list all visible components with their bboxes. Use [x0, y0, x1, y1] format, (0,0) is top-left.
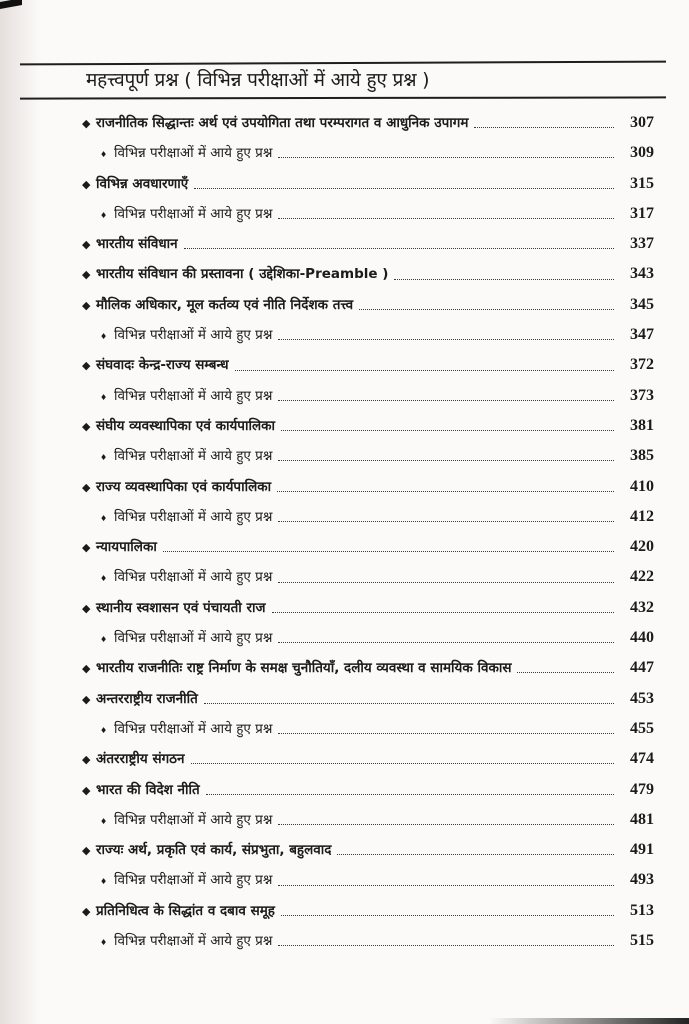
bullet-diamond-icon: ◆: [82, 298, 91, 312]
toc-subentry[interactable]: [82, 623, 654, 653]
toc-entry-title: विभिन्न परीक्षाओं में आये हुए प्रश्न: [114, 933, 273, 950]
toc-entry[interactable]: [82, 350, 654, 380]
toc-entry-title: विभिन्न परीक्षाओं में आये हुए प्रश्न: [114, 569, 273, 586]
toc-entry[interactable]: [82, 259, 654, 289]
toc-entry[interactable]: [82, 411, 654, 441]
toc-page-number: 455: [630, 719, 654, 737]
toc-entry[interactable]: [82, 653, 654, 683]
bullet-diamond-icon: ◆: [82, 238, 91, 252]
toc-subentry[interactable]: [82, 714, 654, 744]
toc-subentry[interactable]: [82, 320, 654, 350]
toc-entry[interactable]: [82, 290, 654, 320]
toc-entry-title: विभिन्न परीक्षाओं में आये हुए प्रश्न: [114, 508, 273, 525]
toc-page-number: 373: [630, 386, 654, 404]
toc-entry-title: अन्तरराष्ट्रीय राजनीति: [96, 690, 198, 707]
table-of-contents: [82, 108, 654, 956]
toc-page-number: 481: [630, 810, 654, 828]
bullet-diamond-icon: ◆: [82, 662, 91, 676]
bullet-diamond-icon: ◆: [82, 692, 91, 706]
heading-rule-top: [20, 61, 666, 66]
toc-subentry[interactable]: [82, 562, 654, 592]
dot-leader: [278, 732, 614, 734]
toc-subentry[interactable]: [82, 441, 654, 471]
dot-leader: [517, 671, 614, 673]
toc-entry[interactable]: [82, 229, 654, 259]
toc-entry-title: राज्य व्यवस्थापिका एवं कार्यपालिका: [96, 478, 272, 495]
toc-entry-title: विभिन्न परीक्षाओं में आये हुए प्रश्न: [114, 811, 273, 828]
dot-leader: [278, 338, 614, 340]
bullet-diamond-icon: ◆: [82, 268, 91, 282]
toc-entry-title: न्यायपालिका: [96, 539, 157, 556]
toc-page-number: 345: [630, 295, 654, 313]
toc-page-number: 453: [630, 689, 654, 707]
toc-entry-title: स्थानीय स्वशासन एवं पंचायती राज: [96, 599, 266, 616]
toc-entry-title: विभिन्न परीक्षाओं में आये हुए प्रश्न: [114, 327, 273, 344]
dot-leader: [278, 581, 614, 583]
bullet-diamond-icon: ♦: [100, 453, 108, 463]
bullet-diamond-icon: ♦: [100, 392, 108, 402]
toc-entry[interactable]: [82, 108, 654, 138]
toc-entry-title: भारतीय संविधान की प्रस्तावना ( उद्देशिका-Preamble ): [96, 266, 389, 283]
toc-entry[interactable]: [82, 532, 654, 562]
toc-entry-title: विभिन्न परीक्षाओं में आये हुए प्रश्न: [114, 448, 273, 465]
toc-page-number: 337: [630, 235, 654, 253]
toc-entry-title: राज्यः अर्थ, प्रकृति एवं कार्य, संप्रभुता, बहुलवाद: [96, 842, 332, 859]
toc-page-number: 385: [630, 447, 654, 465]
toc-page-number: 479: [630, 780, 654, 798]
toc-entry[interactable]: [82, 835, 654, 865]
toc-entry[interactable]: [82, 744, 654, 774]
dot-leader: [272, 611, 614, 613]
toc-page-number: 474: [630, 750, 654, 768]
toc-entry-title: भारतीय संविधान: [96, 236, 178, 253]
bullet-diamond-icon: ♦: [100, 574, 108, 584]
dot-leader: [281, 914, 614, 916]
toc-page-number: 372: [630, 356, 654, 374]
dot-leader: [204, 702, 614, 704]
dot-leader: [277, 490, 614, 492]
heading-rule-bottom: [20, 96, 666, 99]
bullet-diamond-icon: ♦: [100, 513, 108, 523]
bullet-diamond-icon: ♦: [100, 210, 108, 220]
bullet-diamond-icon: ◆: [82, 359, 91, 373]
bullet-diamond-icon: ♦: [100, 150, 108, 160]
dot-leader: [337, 853, 614, 855]
toc-entry-title: विभिन्न परीक्षाओं में आये हुए प्रश्न: [114, 720, 273, 737]
toc-entry-title: विभिन्न परीक्षाओं में आये हुए प्रश्न: [114, 387, 273, 404]
dot-leader: [191, 762, 614, 764]
toc-page-number: 422: [630, 568, 654, 586]
toc-page-number: 307: [630, 114, 654, 131]
toc-entry-title: राजनीतिक सिद्धान्तः अर्थ एवं उपयोगिता तथा परम्परागत व आधुनिक उपागम: [96, 115, 469, 131]
toc-page-number: 347: [630, 326, 654, 344]
bullet-diamond-icon: ◆: [82, 753, 91, 767]
bullet-diamond-icon: ◆: [82, 541, 91, 555]
toc-page-number: 432: [630, 598, 654, 616]
dot-leader: [359, 308, 614, 310]
toc-entry[interactable]: [82, 472, 654, 502]
toc-page-number: 491: [630, 841, 654, 859]
dot-leader: [206, 793, 614, 795]
toc-entry[interactable]: [82, 896, 654, 926]
bullet-diamond-icon: ◆: [82, 480, 91, 494]
toc-entry[interactable]: [82, 169, 654, 199]
toc-entry-title: विभिन्न परीक्षाओं में आये हुए प्रश्न: [114, 205, 273, 222]
toc-subentry[interactable]: [82, 502, 654, 532]
toc-page-number: 515: [630, 932, 654, 950]
page-corner-shadow-bottom: [489, 1018, 689, 1024]
dot-leader: [163, 550, 614, 552]
toc-entry-title: विभिन्न परीक्षाओं में आये हुए प्रश्न: [114, 145, 273, 162]
bullet-diamond-icon: ♦: [100, 332, 108, 342]
toc-entry-title: मौलिक अधिकार, मूल कर्तव्य एवं नीति निर्देशक तत्त्व: [96, 296, 354, 313]
bullet-diamond-icon: ◆: [82, 783, 91, 797]
toc-subentry[interactable]: [82, 805, 654, 835]
bullet-diamond-icon: ♦: [100, 725, 108, 735]
dot-leader: [278, 156, 614, 158]
dot-leader: [194, 187, 614, 189]
bullet-diamond-icon: ◆: [82, 117, 91, 130]
toc-entry-title: संघवादः केन्द्र-राज्य सम्बन्ध: [96, 357, 229, 374]
toc-subentry[interactable]: [82, 138, 654, 168]
dot-leader: [278, 459, 614, 461]
toc-entry-title: प्रतिनिधित्व के सिद्धांत व दबाव समूह: [96, 902, 275, 919]
dot-leader: [278, 823, 614, 825]
bullet-diamond-icon: ◆: [82, 844, 91, 858]
dot-leader: [394, 278, 614, 280]
toc-entry-title: विभिन्न परीक्षाओं में आये हुए प्रश्न: [114, 872, 273, 889]
toc-entry[interactable]: [82, 775, 654, 805]
toc-entry-title: अंतरराष्ट्रीय संगठन: [96, 751, 185, 768]
toc-entry[interactable]: [82, 684, 654, 714]
dot-leader: [184, 247, 614, 249]
toc-page-number: 309: [630, 144, 654, 162]
bullet-diamond-icon: ◆: [82, 904, 91, 918]
bullet-diamond-icon: ♦: [100, 938, 108, 948]
toc-page-number: 317: [630, 204, 654, 222]
toc-subentry[interactable]: [82, 865, 654, 895]
toc-page-number: 447: [630, 659, 654, 677]
dot-leader: [278, 217, 614, 219]
toc-page-number: 420: [630, 538, 654, 556]
dot-leader: [281, 429, 614, 431]
toc-page-number: 315: [630, 174, 654, 192]
dot-leader: [278, 944, 614, 946]
toc-entry-title: संघीय व्यवस्थापिका एवं कार्यपालिका: [96, 417, 275, 434]
dot-leader: [235, 369, 614, 371]
toc-page-number: 381: [630, 416, 654, 434]
toc-page-number: 343: [630, 265, 654, 283]
toc-entry-title: विभिन्न परीक्षाओं में आये हुए प्रश्न: [114, 630, 273, 647]
bullet-diamond-icon: ♦: [100, 635, 108, 645]
toc-subentry[interactable]: [82, 926, 654, 956]
bullet-diamond-icon: ◆: [82, 177, 91, 191]
toc-entry-title: विभिन्न अवधारणाएँ: [96, 175, 189, 192]
toc-page-number: 412: [630, 507, 654, 525]
toc-entry-title: भारत की विदेश नीति: [96, 781, 200, 798]
toc-subentry[interactable]: [82, 199, 654, 229]
dot-leader: [278, 641, 614, 643]
dot-leader: [278, 520, 614, 522]
toc-page-number: 440: [630, 629, 654, 647]
dot-leader: [278, 399, 614, 401]
toc-entry-title: भारतीय राजनीतिः राष्ट्र निर्माण के समक्ष चुनौतियाँ, दलीय व्यवस्था व सामयिक विकास: [96, 660, 512, 677]
section-heading: महत्त्वपूर्ण प्रश्न ( विभिन्न परीक्षाओं में आये हुए प्रश्न ): [86, 69, 430, 91]
toc-page-number: 513: [630, 901, 654, 919]
toc-page-number: 493: [630, 871, 654, 889]
toc-entry[interactable]: [82, 593, 654, 623]
bullet-diamond-icon: ◆: [82, 419, 91, 433]
dot-leader: [474, 126, 614, 128]
toc-page-number: 410: [630, 477, 654, 495]
bullet-diamond-icon: ♦: [100, 877, 108, 887]
toc-subentry[interactable]: [82, 381, 654, 411]
bullet-diamond-icon: ♦: [100, 816, 108, 826]
bullet-diamond-icon: ◆: [82, 601, 91, 615]
page-edge-shadow: [0, 0, 40, 1024]
dot-leader: [278, 884, 614, 886]
